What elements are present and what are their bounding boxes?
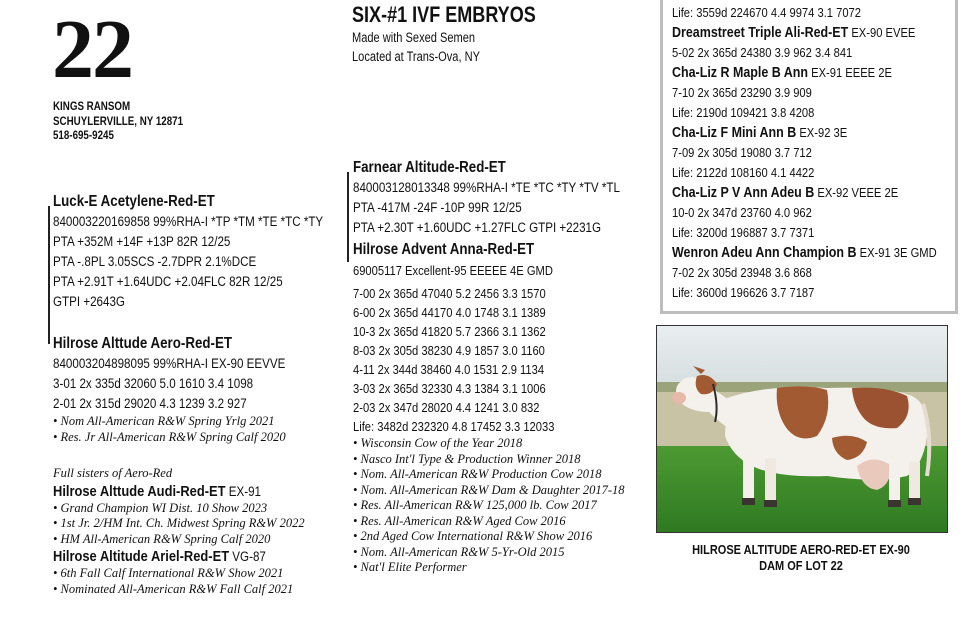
lot-number: 22 — [52, 3, 132, 96]
offer-subtitle: Located at Trans-Ova, NY — [352, 49, 480, 64]
second-dam-id: 69005117 Excellent-95 EEEEE 4E GMD — [353, 263, 553, 278]
box-ancestor-row — [672, 243, 937, 263]
box-ancestor-row — [672, 63, 937, 83]
dam-name: Hilrose Alttude Aero-Red-ET — [53, 335, 232, 352]
second-dam-honor: • Nom. All-American R&W Dam & Daughter 2017-18 — [353, 482, 625, 497]
box-record-line: 10-0 2x 347d 23760 4.0 962 — [672, 205, 812, 220]
offer-title: SIX-#1 IVF EMBRYOS — [352, 2, 536, 27]
box-ancestor-score: EX-92 3E — [796, 125, 848, 140]
box-ancestor-row — [672, 123, 937, 143]
sister2-row — [53, 547, 269, 566]
dam-line: 3-01 2x 335d 32060 5.0 1610 3.4 1098 — [53, 376, 254, 391]
second-dam-honor: • Nom. All-American R&W 5-Yr-Old 2015 — [353, 544, 565, 559]
box-ancestor-row — [672, 23, 937, 43]
mating-sire-line: 840003128013348 99%RHA-I *TE *TC *TY *TV *TL — [353, 180, 620, 195]
consignor-block — [53, 100, 206, 144]
sire-line: PTA -.8PL 3.05SCS -2.7DPR 2.1%DCE — [53, 254, 257, 269]
box-record-line: 5-02 2x 365d 24380 3.9 962 3.4 841 — [672, 45, 853, 60]
second-dam-block — [353, 240, 624, 576]
box-ancestor-name: Cha-Liz R Maple B Ann — [672, 65, 809, 81]
mating-sire-name: Farnear Altitude-Red-ET — [353, 159, 506, 176]
consignor-phone: 518-695-9245 — [53, 130, 114, 142]
mating-sire-line: PTA -417M -24F -10P 99R 12/25 — [353, 200, 522, 215]
box-ancestor-row — [672, 183, 937, 203]
box-partial-line — [672, 0, 865, 2]
sister1-score: EX-91 — [225, 483, 261, 499]
second-dam-honor: • Wisconsin Cow of the Year 2018 — [353, 436, 523, 450]
box-record-line: Life: 2122d 108160 4.1 4422 — [672, 165, 815, 180]
sister1-honor: • Grand Champion WI Dist. 10 Show 2023 — [53, 500, 268, 515]
box-ancestor-score: EX-90 EVEE — [848, 25, 916, 40]
record-row: 8-03 2x 305d 38230 4.9 1857 3.0 1160 — [353, 343, 545, 358]
sister2-score: VG-87 — [229, 549, 266, 564]
mating-sire-block — [353, 158, 663, 238]
full-sisters-block — [53, 466, 305, 597]
dam-honor: • Res. Jr All-American R&W Spring Calf 2020 — [53, 429, 286, 444]
full-sisters-heading: Full sisters of Aero-Red — [53, 466, 173, 480]
dam-block — [53, 334, 323, 445]
box-ancestor-score: EX-92 VEEE 2E — [814, 185, 899, 200]
second-dam-honor: • Nom. All-American R&W Production Cow 2018 — [353, 467, 602, 481]
box-ancestor-name: Cha-Liz F Mini Ann B — [672, 125, 797, 141]
cow-image — [657, 326, 947, 532]
box-record-line: 7-02 2x 305d 23948 3.6 868 — [672, 265, 812, 280]
sire-block — [53, 192, 367, 312]
sister1-name: Hilrose Alttude Audi-Red-ET — [53, 482, 226, 500]
second-dam-honor: • Res. All-American R&W 125,000 lb. Cow 2017 — [353, 498, 597, 512]
box-record-line: 7-10 2x 365d 23290 3.9 909 — [672, 85, 812, 100]
box-ancestor-name: Cha-Liz P V Ann Adeu B — [672, 185, 815, 201]
record-row: 6-00 2x 365d 44170 4.0 1748 3.1 1389 — [353, 305, 546, 320]
box-record-line: Life: 3200d 196887 3.7 7371 — [672, 225, 815, 240]
second-dam-honor: • Res. All-American R&W Aged Cow 2016 — [353, 513, 566, 528]
sister1-row — [53, 482, 269, 501]
record-row: 10-3 2x 365d 41820 5.7 2366 3.1 1362 — [353, 324, 546, 339]
photo-caption — [656, 542, 946, 574]
second-dam-honor: • Nasco Int'l Type & Production Winner 2018 — [353, 451, 581, 466]
sire-line: GTPI +2643G — [53, 294, 125, 309]
lifetime-row: Life: 3482d 232320 4.8 17452 3.3 12033 — [353, 419, 555, 434]
sister2-honor: • Nominated All-American R&W Fall Calf 2021 — [53, 581, 294, 596]
offer-subtitle: Made with Sexed Semen — [352, 30, 476, 45]
photo-caption-line: DAM OF LOT 22 — [759, 559, 843, 573]
dam-honor: • Nom All-American R&W Spring Yrlg 2021 — [53, 414, 275, 428]
consignor-location: SCHUYLERVILLE, NY 12871 — [53, 115, 184, 128]
box-record-line: Life: 3600d 196626 3.7 7187 — [672, 285, 815, 300]
dam-line: 2-01 2x 315d 29020 4.3 1239 3.2 927 — [53, 396, 247, 411]
sister1-honor: • 1st Jr. 2/HM Int. Ch. Midwest Spring R&W 2022 — [53, 516, 305, 530]
box-record-line: Life: 3559d 224670 4.4 9974 3.1 7072 — [672, 5, 861, 20]
sister2-honor: • 6th Fall Calf International R&W Show 2021 — [53, 566, 284, 580]
sire-line: PTA +352M +14F +13P 82R 12/25 — [53, 234, 231, 249]
dam-photo — [656, 325, 948, 533]
second-dam-honor: • 2nd Aged Cow International R&W Show 2016 — [353, 529, 593, 543]
box-ancestor-score: EX-91 EEEE 2E — [808, 65, 892, 80]
sire-name: Luck-E Acetylene-Red-ET — [53, 193, 215, 210]
record-row: 3-03 2x 365d 32330 4.3 1384 3.1 1006 — [353, 381, 546, 396]
sire-line: 840003220169858 99%RHA-I *TP *TM *TE *TC *TY — [53, 214, 324, 229]
box-record-line: 7-09 2x 305d 19080 3.7 712 — [672, 145, 812, 160]
box-record-line: Life: 2190d 109421 3.8 4208 — [672, 105, 815, 120]
box-ancestor-score: EX-91 3E GMD — [856, 245, 937, 260]
sister1-honor: • HM All-American R&W Spring Calf 2020 — [53, 531, 271, 546]
second-dam-name: Hilrose Advent Anna-Red-ET — [353, 241, 535, 258]
offer-block — [352, 2, 576, 66]
pedigree-bracket — [48, 206, 50, 344]
dam-line: 840003204898095 99%RHA-I EX-90 EEVVE — [53, 356, 286, 371]
box-ancestor-name: Dreamstreet Triple Ali-Red-ET — [672, 25, 849, 41]
mating-sire-line: PTA +2.30T +1.60UDC +1.27FLC GTPI +2231G — [353, 220, 602, 235]
consignor-name: KINGS RANSOM — [53, 101, 131, 113]
mating-bracket — [347, 172, 349, 262]
box-ancestor-name: Wenron Adeu Ann Champion B — [672, 245, 857, 261]
sister2-name: Hilrose Altitude Ariel-Red-ET — [53, 548, 230, 565]
box-entries — [672, 3, 976, 303]
pedigree-box — [660, 0, 958, 314]
record-row: 4-11 2x 344d 38460 4.0 1531 2.9 1134 — [353, 362, 545, 377]
record-row: 2-03 2x 347d 28020 4.4 1241 3.0 832 — [353, 400, 540, 415]
photo-caption-line: HILROSE ALTITUDE AERO-RED-ET EX-90 — [692, 543, 910, 557]
second-dam-honor: • Nat'l Elite Performer — [353, 560, 467, 574]
record-row: 7-00 2x 365d 47040 5.2 2456 3.3 1570 — [353, 286, 546, 301]
sire-line: PTA +2.91T +1.64UDC +2.04FLC 82R 12/25 — [53, 274, 283, 289]
